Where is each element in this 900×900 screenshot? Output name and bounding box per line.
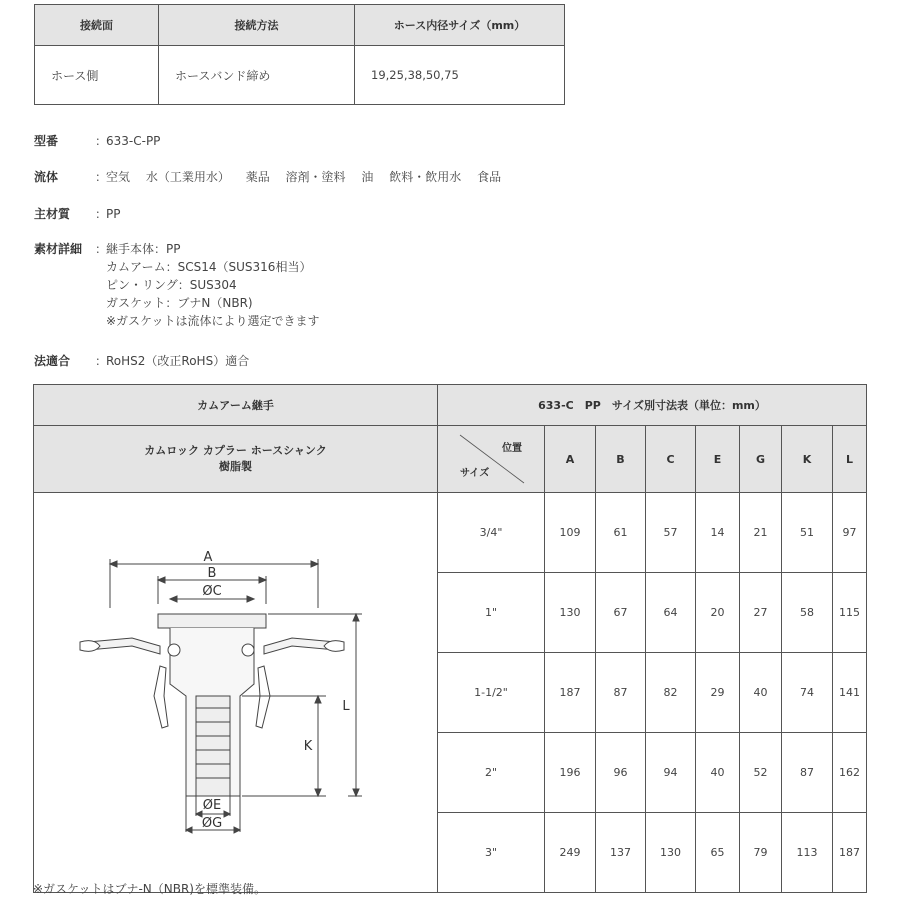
spec-material-detail-lines — [106, 240, 319, 330]
col-header-e: E — [696, 426, 740, 493]
spec-model-value: 633-C-PP — [106, 134, 161, 148]
dimension-e-label: ØE — [202, 798, 221, 813]
spec-colon: ： — [95, 242, 108, 256]
connection-table — [34, 4, 565, 105]
dimension-k-label: K — [303, 739, 312, 754]
cell-e: 20 — [696, 573, 740, 653]
cell-k: 113 — [782, 813, 833, 893]
cell-a: 249 — [545, 813, 596, 893]
cell-c: 130 — [646, 813, 696, 893]
spec-colon: ： — [95, 354, 108, 368]
size-table-right-title: 633-C PP サイズ別寸法表（単位：mm） — [438, 385, 867, 426]
dimension-a-label: A — [203, 550, 212, 565]
fluid-item: 溶剤・塗料 — [285, 170, 346, 184]
cell-g: 40 — [740, 653, 782, 733]
product-material: 樹脂製 — [219, 460, 252, 473]
row-size: 3/4" — [438, 493, 545, 573]
spec-fluid-label: 流体 — [34, 170, 59, 184]
row-size: 1" — [438, 573, 545, 653]
cell-g: 79 — [740, 813, 782, 893]
size-table — [33, 384, 867, 893]
row-size: 1-1/2" — [438, 653, 545, 733]
spec-material-value: PP — [106, 207, 121, 221]
corner-size-label: サイズ — [460, 468, 490, 479]
spec-compliance-label: 法適合 — [34, 354, 71, 368]
product-name-header — [34, 426, 438, 493]
row-size: 3" — [438, 813, 545, 893]
cell-e: 65 — [696, 813, 740, 893]
cell-a: 187 — [545, 653, 596, 733]
cell-a: 130 — [545, 573, 596, 653]
row-size: 2" — [438, 733, 545, 813]
col-header-b: B — [596, 426, 646, 493]
cell-e: 29 — [696, 653, 740, 733]
cell-g: 27 — [740, 573, 782, 653]
fluid-item: 空気 — [106, 170, 131, 184]
cell-l: 141 — [833, 653, 867, 733]
cell-l: 97 — [833, 493, 867, 573]
col-header-c: C — [646, 426, 696, 493]
fluid-item: 水（工業用水） — [145, 170, 230, 184]
corner-position-label: 位置 — [502, 443, 522, 454]
cell-b: 96 — [596, 733, 646, 813]
conn-cell-method: ホースバンド締め — [159, 46, 355, 105]
size-table-left-title: カムアーム継手 — [34, 385, 438, 426]
spec-colon: ： — [95, 134, 108, 148]
table-row — [34, 493, 867, 573]
spec-colon: ： — [95, 170, 108, 184]
cell-e: 14 — [696, 493, 740, 573]
cell-c: 94 — [646, 733, 696, 813]
detail-line: 継手本体：PP — [106, 242, 181, 256]
detail-line: ガスケット：ブナN（NBR) — [106, 296, 253, 310]
coupler-diagram-cell — [34, 493, 438, 893]
spec-colon: ： — [95, 207, 108, 221]
cell-l: 162 — [833, 733, 867, 813]
col-header-l: L — [833, 426, 867, 493]
dimension-b-label: B — [207, 566, 216, 581]
cell-k: 87 — [782, 733, 833, 813]
dimension-c-label: ØC — [201, 584, 222, 599]
cell-g: 21 — [740, 493, 782, 573]
conn-header-face: 接続面 — [35, 5, 159, 46]
conn-header-hose-size: ホース内径サイズ（mm） — [355, 5, 565, 46]
cell-c: 57 — [646, 493, 696, 573]
footnote: ※ガスケットはブナ-N（NBR)を標準装備。 — [33, 882, 266, 896]
spec-material-detail-label: 素材詳細 — [34, 242, 83, 256]
dimension-g-label: ØG — [201, 816, 222, 831]
detail-line: ピン・リング：SUS304 — [106, 278, 237, 292]
col-header-a: A — [545, 426, 596, 493]
conn-header-method: 接続方法 — [159, 5, 355, 46]
dimension-l-label: L — [341, 699, 350, 714]
detail-line: ※ガスケットは流体により選定できます — [106, 314, 320, 328]
cell-b: 87 — [596, 653, 646, 733]
cell-k: 74 — [782, 653, 833, 733]
conn-cell-face: ホース側 — [35, 46, 159, 105]
spec-material-label: 主材質 — [34, 207, 71, 221]
cell-b: 61 — [596, 493, 646, 573]
cell-b: 137 — [596, 813, 646, 893]
spec-compliance-value: RoHS2（改正RoHS）適合 — [106, 354, 250, 368]
corner-header — [438, 426, 545, 493]
cell-l: 115 — [833, 573, 867, 653]
cell-k: 58 — [782, 573, 833, 653]
cell-a: 109 — [545, 493, 596, 573]
col-header-g: G — [740, 426, 782, 493]
cell-g: 52 — [740, 733, 782, 813]
product-name: カムロック カプラー ホースシャンク — [144, 444, 327, 457]
col-header-k: K — [782, 426, 833, 493]
corner-diagonal-line — [438, 427, 544, 491]
cell-l: 187 — [833, 813, 867, 893]
fluid-item: 油 — [361, 170, 374, 184]
spec-fluid-values — [106, 168, 501, 186]
spec-model-label: 型番 — [34, 134, 59, 148]
cell-a: 196 — [545, 733, 596, 813]
detail-line: カムアーム：SCS14（SUS316相当） — [106, 260, 312, 274]
conn-cell-hose-size: 19,25,38,50,75 — [355, 46, 565, 105]
cell-e: 40 — [696, 733, 740, 813]
fluid-item: 薬品 — [245, 170, 270, 184]
coupler-diagram — [36, 496, 436, 886]
cell-c: 82 — [646, 653, 696, 733]
fluid-item: 食品 — [477, 170, 502, 184]
cell-b: 67 — [596, 573, 646, 653]
fluid-item: 飲料・飲用水 — [389, 170, 462, 184]
cell-k: 51 — [782, 493, 833, 573]
cell-c: 64 — [646, 573, 696, 653]
